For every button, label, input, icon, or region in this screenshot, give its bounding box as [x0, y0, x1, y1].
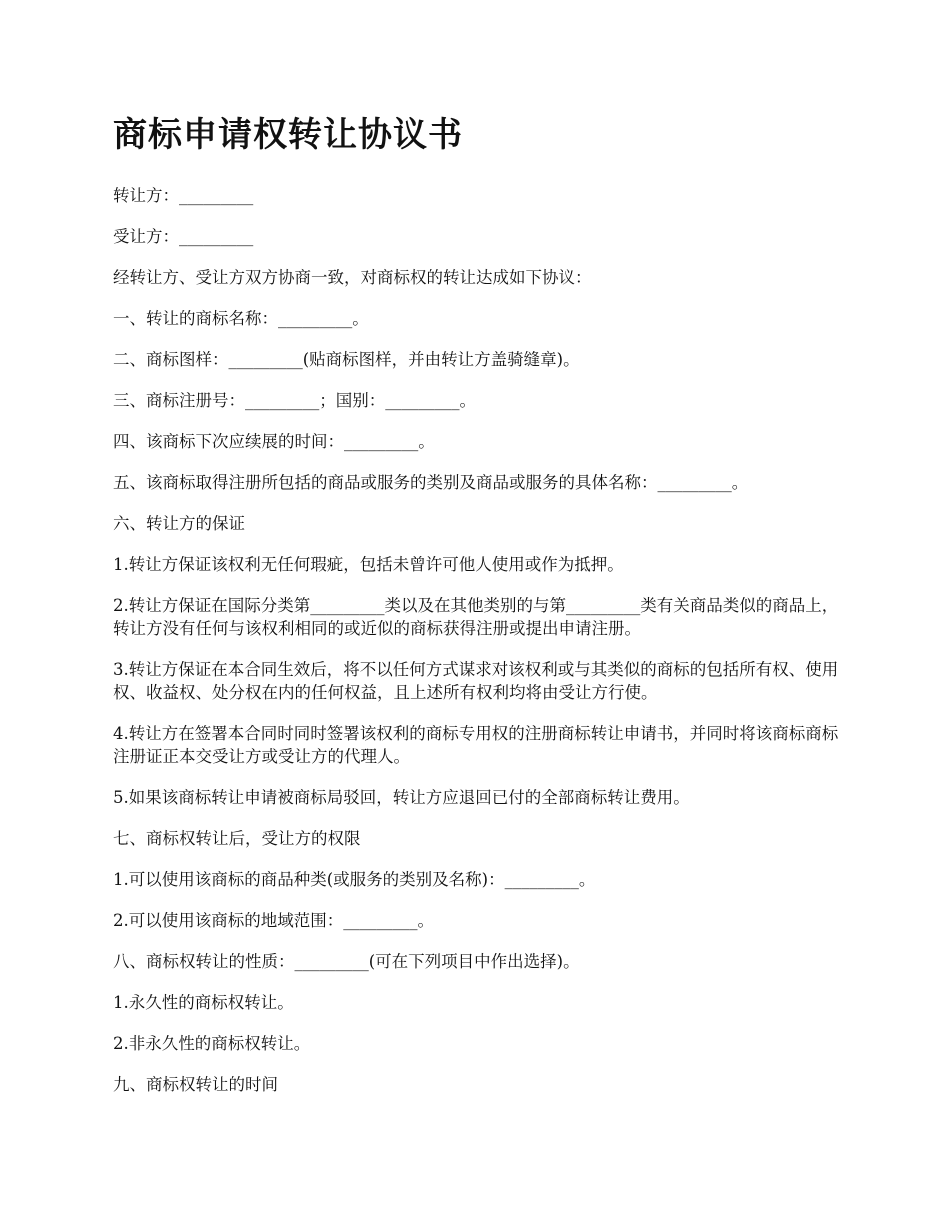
section-7-heading: 七、商标权转让后，受让方的权限: [113, 829, 361, 848]
section-6-item-1: 1.转让方保证该权利无任何瑕疵，包括未曾许可他人使用或作为抵押。: [113, 555, 624, 574]
section-6-item-3: 3.转让方保证在本合同生效后，将不以任何方式谋求对该权利或与其类似的商标的包括所有权、使用权、收益权、处分权在内的任何权益，且上述所有权利均将由受让方行使。: [113, 660, 839, 702]
clause-4-renewal-time: 四、该商标下次应续展的时间：_________。: [113, 432, 435, 451]
section-6-heading: 六、转让方的保证: [113, 514, 245, 533]
agreement-intro: 经转让方、受让方双方协商一致，对商标权的转让达成如下协议：: [113, 268, 592, 287]
document-title: 商标申请权转让协议书: [113, 115, 463, 155]
section-7-item-2: 2.可以使用该商标的地域范围：_________。: [113, 911, 434, 930]
clause-2-trademark-sample: 二、商标图样：_________(贴商标图样，并由转让方盖骑缝章)。: [113, 350, 580, 369]
section-6-item-5: 5.如果该商标转让申请被商标局驳回，转让方应退回已付的全部商标转让费用。: [113, 788, 690, 807]
clause-3-registration-number: 三、商标注册号：_________；国别：_________。: [113, 391, 476, 410]
section-8-item-2: 2.非永久性的商标权转让。: [113, 1034, 311, 1053]
section-8-heading: 八、商标权转让的性质：_________(可在下列项目中作出选择)。: [113, 952, 580, 971]
clause-5-goods-services: 五、该商标取得注册所包括的商品或服务的类别及商品或服务的具体名称：_________。: [113, 473, 749, 492]
section-7-item-1: 1.可以使用该商标的商品种类(或服务的类别及名称)：_________。: [113, 870, 596, 889]
transferee-line: 受让方：_________: [113, 227, 254, 246]
transferor-line: 转让方：_________: [113, 186, 254, 205]
document-page: [113, 110, 843, 1114]
section-9-heading: 九、商标权转让的时间: [113, 1075, 278, 1094]
section-8-item-1: 1.永久性的商标权转让。: [113, 993, 294, 1012]
section-6-item-2: 2.转让方保证在国际分类第_________类以及在其他类别的与第_________类有关商品类似的商品上，转让方没有任何与该权利相同的或近似的商标获得注册或提出申请注册。: [113, 596, 839, 638]
section-6-item-4: 4.转让方在签署本合同时同时签署该权利的商标专用权的注册商标转让申请书，并同时将该商标商标注册证正本交受让方或受让方的代理人。: [113, 724, 839, 766]
clause-1-trademark-name: 一、转让的商标名称：_________。: [113, 309, 369, 328]
